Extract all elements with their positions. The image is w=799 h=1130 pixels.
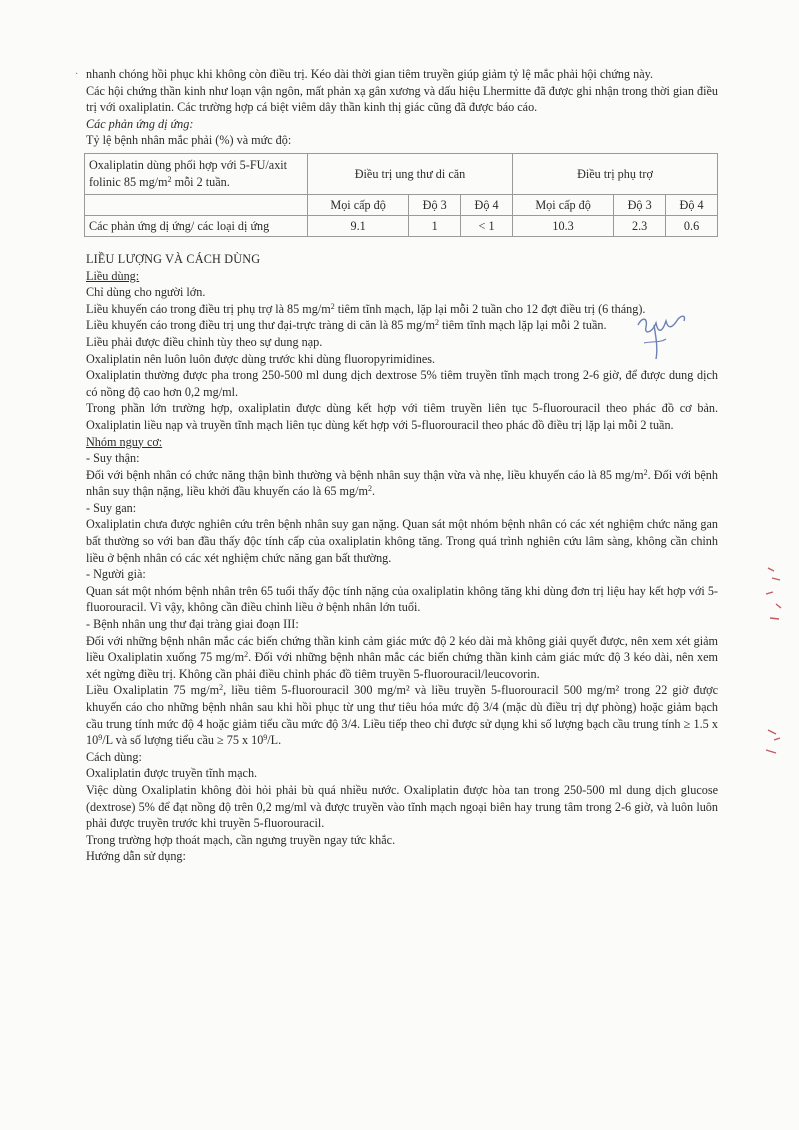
elderly-text: Quan sát một nhóm bệnh nhân trên 65 tuổi thấy độc tính nặng của oxaliplatin không tăng khi dùng đơn trị liệu hay kết hợp với 5-fluorouracil. Vì vậy, không cần điều chỉnh liều ở bệnh nhân lớn tuổi. bbox=[86, 583, 718, 615]
recommended-dose-adjuvant: Liều khuyến cáo trong điều trị phụ trợ là 85 $mg/m^2$ tiêm tĩnh mạch, lặp lại mỗi 2 tuần cho 12 đợt điều trị (6 tháng). bbox=[86, 301, 646, 316]
rate-label: Tỷ lệ bệnh nhân mắc phải (%) và mức độ: bbox=[86, 133, 292, 148]
table-col-header: Mọi cấp độ bbox=[308, 194, 409, 215]
stage3-dose-text: Liều Oxaliplatin 75 $mg/m^2$, liều tiêm 5-fluorouracil 300 mg/m² và liều truyền 5-fluorouracil 500 mg/m² trong 22 giờ được khuyến cáo cho những bệnh nhân sau khi hồi phục từ ung thư tiêu hóa mức độ 3/4 (mặc dù điều trị dự phòng) hoặc giảm bạch cầu trung tính mức độ 4 hoặc giảm tiểu cầu mức độ 3/4. Liều tiếp theo chỉ được sử dụng khi số lượng bạch cầu trung tính ≥ 1.5 x $10^9/L$ và số lượng tiểu cầu ≥ 75 x $10^9/L$. bbox=[86, 683, 718, 748]
table-regimen-cell: Oxaliplatin dùng phối hợp với 5-FU/axit folinic 85 $mg/m^2$ mỗi 2 tuần. bbox=[85, 153, 308, 194]
document-body bbox=[86, 66, 718, 865]
intro-paragraph-2: Các hội chứng thần kinh như loạn vận ngôn, mất phản xạ gân xương và dấu hiệu Lhermitte đã được ghi nhận trong thời gian điều trị với oxaliplatin. Các trường hợp cá biệt viêm dây thần kinh thị giác cũng đã được báo cáo. bbox=[86, 83, 718, 115]
table-group-metastatic: Điều trị ung thư di căn bbox=[308, 153, 513, 194]
dose-adjust: Liều phải được điều chỉnh tùy theo sự dung nạp. bbox=[86, 334, 323, 349]
dose-dilute: Oxaliplatin thường được pha trong 250-500 ml dung dịch dextrose 5% tiêm truyền tĩnh mạch trong 2-6 giờ, để được dung dịch có nồng độ cao hơn 0,2 mg/ml. bbox=[86, 368, 718, 399]
table-cell: < 1 bbox=[461, 215, 513, 236]
usage-guide-title: Hướng dẫn sử dụng: bbox=[86, 849, 186, 864]
page-mark: · bbox=[75, 69, 79, 80]
table-cell: 0.6 bbox=[666, 215, 718, 236]
signature-icon bbox=[632, 303, 692, 365]
table-col-header: Độ 4 bbox=[461, 194, 513, 215]
allergy-table bbox=[84, 153, 718, 237]
liver-title: - Suy gan: bbox=[86, 500, 137, 515]
stage3-title: - Bệnh nhân ung thư đại tràng giai đoạn III: bbox=[86, 617, 299, 632]
usage-iv: Oxaliplatin được truyền tĩnh mạch. bbox=[86, 766, 258, 781]
table-group-adjuvant: Điều trị phụ trợ bbox=[512, 153, 717, 194]
dose-title: Liều dùng: bbox=[86, 268, 140, 283]
dose-combo: Trong phần lớn trường hợp, oxaliplatin được dùng kết hợp với tiêm truyền liên tục 5-fluorouracil theo phác đồ cơ bản. Oxaliplatin liều nạp và truyền tĩnh mạch liên tục dùng kết hợp với 5-fluorouracil theo phác đồ điều trị lặp lại mỗi 2 tuần. bbox=[86, 401, 718, 432]
usage-text: Việc dùng Oxaliplatin không đòi hỏi phải bù quá nhiều nước. Oxaliplatin được hòa tan trong 250-500 ml dung dịch glucose (dextrose) 5% để đạt nồng độ trên 0,2 mg/ml và được truyền vào tĩnh mạch ngoại biên hay trung tâm trong 2-6 giờ, và luôn luôn phải được truyền trước khi truyền 5-fluorouracil. bbox=[86, 782, 718, 831]
section-title-dosage: LIỀU LƯỢNG VÀ CÁCH DÙNG bbox=[86, 251, 261, 266]
table-col-header: Độ 3 bbox=[614, 194, 666, 215]
stage3-text: Đối với những bệnh nhân mắc các biến chứng thần kinh cảm giác mức độ 2 kéo dài mà không giải quyết được, nên xem xét giảm liều Oxaliplatin xuống 75 $mg/m^2$. Đối với những bệnh nhân mắc các biến chứng thần kinh cảm giác mức độ 3 kéo dài, nên xem xét ngừng điều trị. Không cần phải điều chỉnh phác đồ tiêm truyền 5-fluorouracil/leucovorin. bbox=[86, 633, 718, 681]
table-cell: 1 bbox=[409, 215, 461, 236]
intro-paragraph-1: nhanh chóng hồi phục khi không còn điều trị. Kéo dài thời gian tiêm truyền giúp giảm tỷ lệ mắc phải hội chứng này. bbox=[86, 67, 654, 81]
recommended-dose-metastatic: Liều khuyến cáo trong điều trị ung thư đại-trực tràng di căn là 85 $mg/m^2$ tiêm tĩnh mạch lặp lại mỗi 2 tuần. bbox=[86, 318, 607, 333]
table-col-header: Mọi cấp độ bbox=[512, 194, 613, 215]
liver-text: Oxaliplatin chưa được nghiên cứu trên bệnh nhân suy gan nặng. Quan sát một nhóm bệnh nhân có các xét nghiệm chức năng gan bất thường so với ban đầu thấy độc tính cấp của oxaliplatin không tăng. Trong quá trình nghiên cứu lâm sàng, không cần chỉnh liều ở bệnh nhân có các xét nghiệm chức năng gan bất thường. bbox=[86, 517, 718, 565]
table-col-header: Độ 4 bbox=[666, 194, 718, 215]
kidney-title: - Suy thận: bbox=[86, 451, 140, 466]
adult-only: Chỉ dùng cho người lớn. bbox=[86, 285, 206, 300]
table-row bbox=[85, 215, 718, 236]
table-blank-cell bbox=[85, 194, 308, 215]
table-cell: 10.3 bbox=[512, 215, 613, 236]
table-row-label: Các phản ứng dị ứng/ các loại dị ứng bbox=[85, 215, 308, 236]
table-col-header: Độ 3 bbox=[409, 194, 461, 215]
dose-before: Oxaliplatin nên luôn luôn được dùng trước khi dùng fluoropyrimidines. bbox=[86, 351, 436, 366]
elderly-title: - Người già: bbox=[86, 567, 146, 582]
usage-extravasation: Trong trường hợp thoát mạch, cần ngưng truyền ngay tức khắc. bbox=[86, 832, 396, 847]
usage-title: Cách dùng: bbox=[86, 749, 142, 764]
kidney-text: Đối với bệnh nhân có chức năng thận bình thường và bệnh nhân suy thận vừa và nhẹ, liều khuyến cáo là 85 $mg/m^2$. Đối với bệnh nhân suy thận nặng, liều khởi đầu khuyến cáo là 65 $mg/m^2$. bbox=[86, 467, 718, 499]
allergy-title: Các phản ứng dị ứng: bbox=[86, 116, 194, 131]
table-cell: 9.1 bbox=[308, 215, 409, 236]
risk-title: Nhóm nguy cơ: bbox=[86, 434, 163, 449]
table-cell: 2.3 bbox=[614, 215, 666, 236]
stamp-fragment-icon bbox=[762, 560, 792, 630]
stamp-fragment-icon bbox=[762, 720, 792, 770]
